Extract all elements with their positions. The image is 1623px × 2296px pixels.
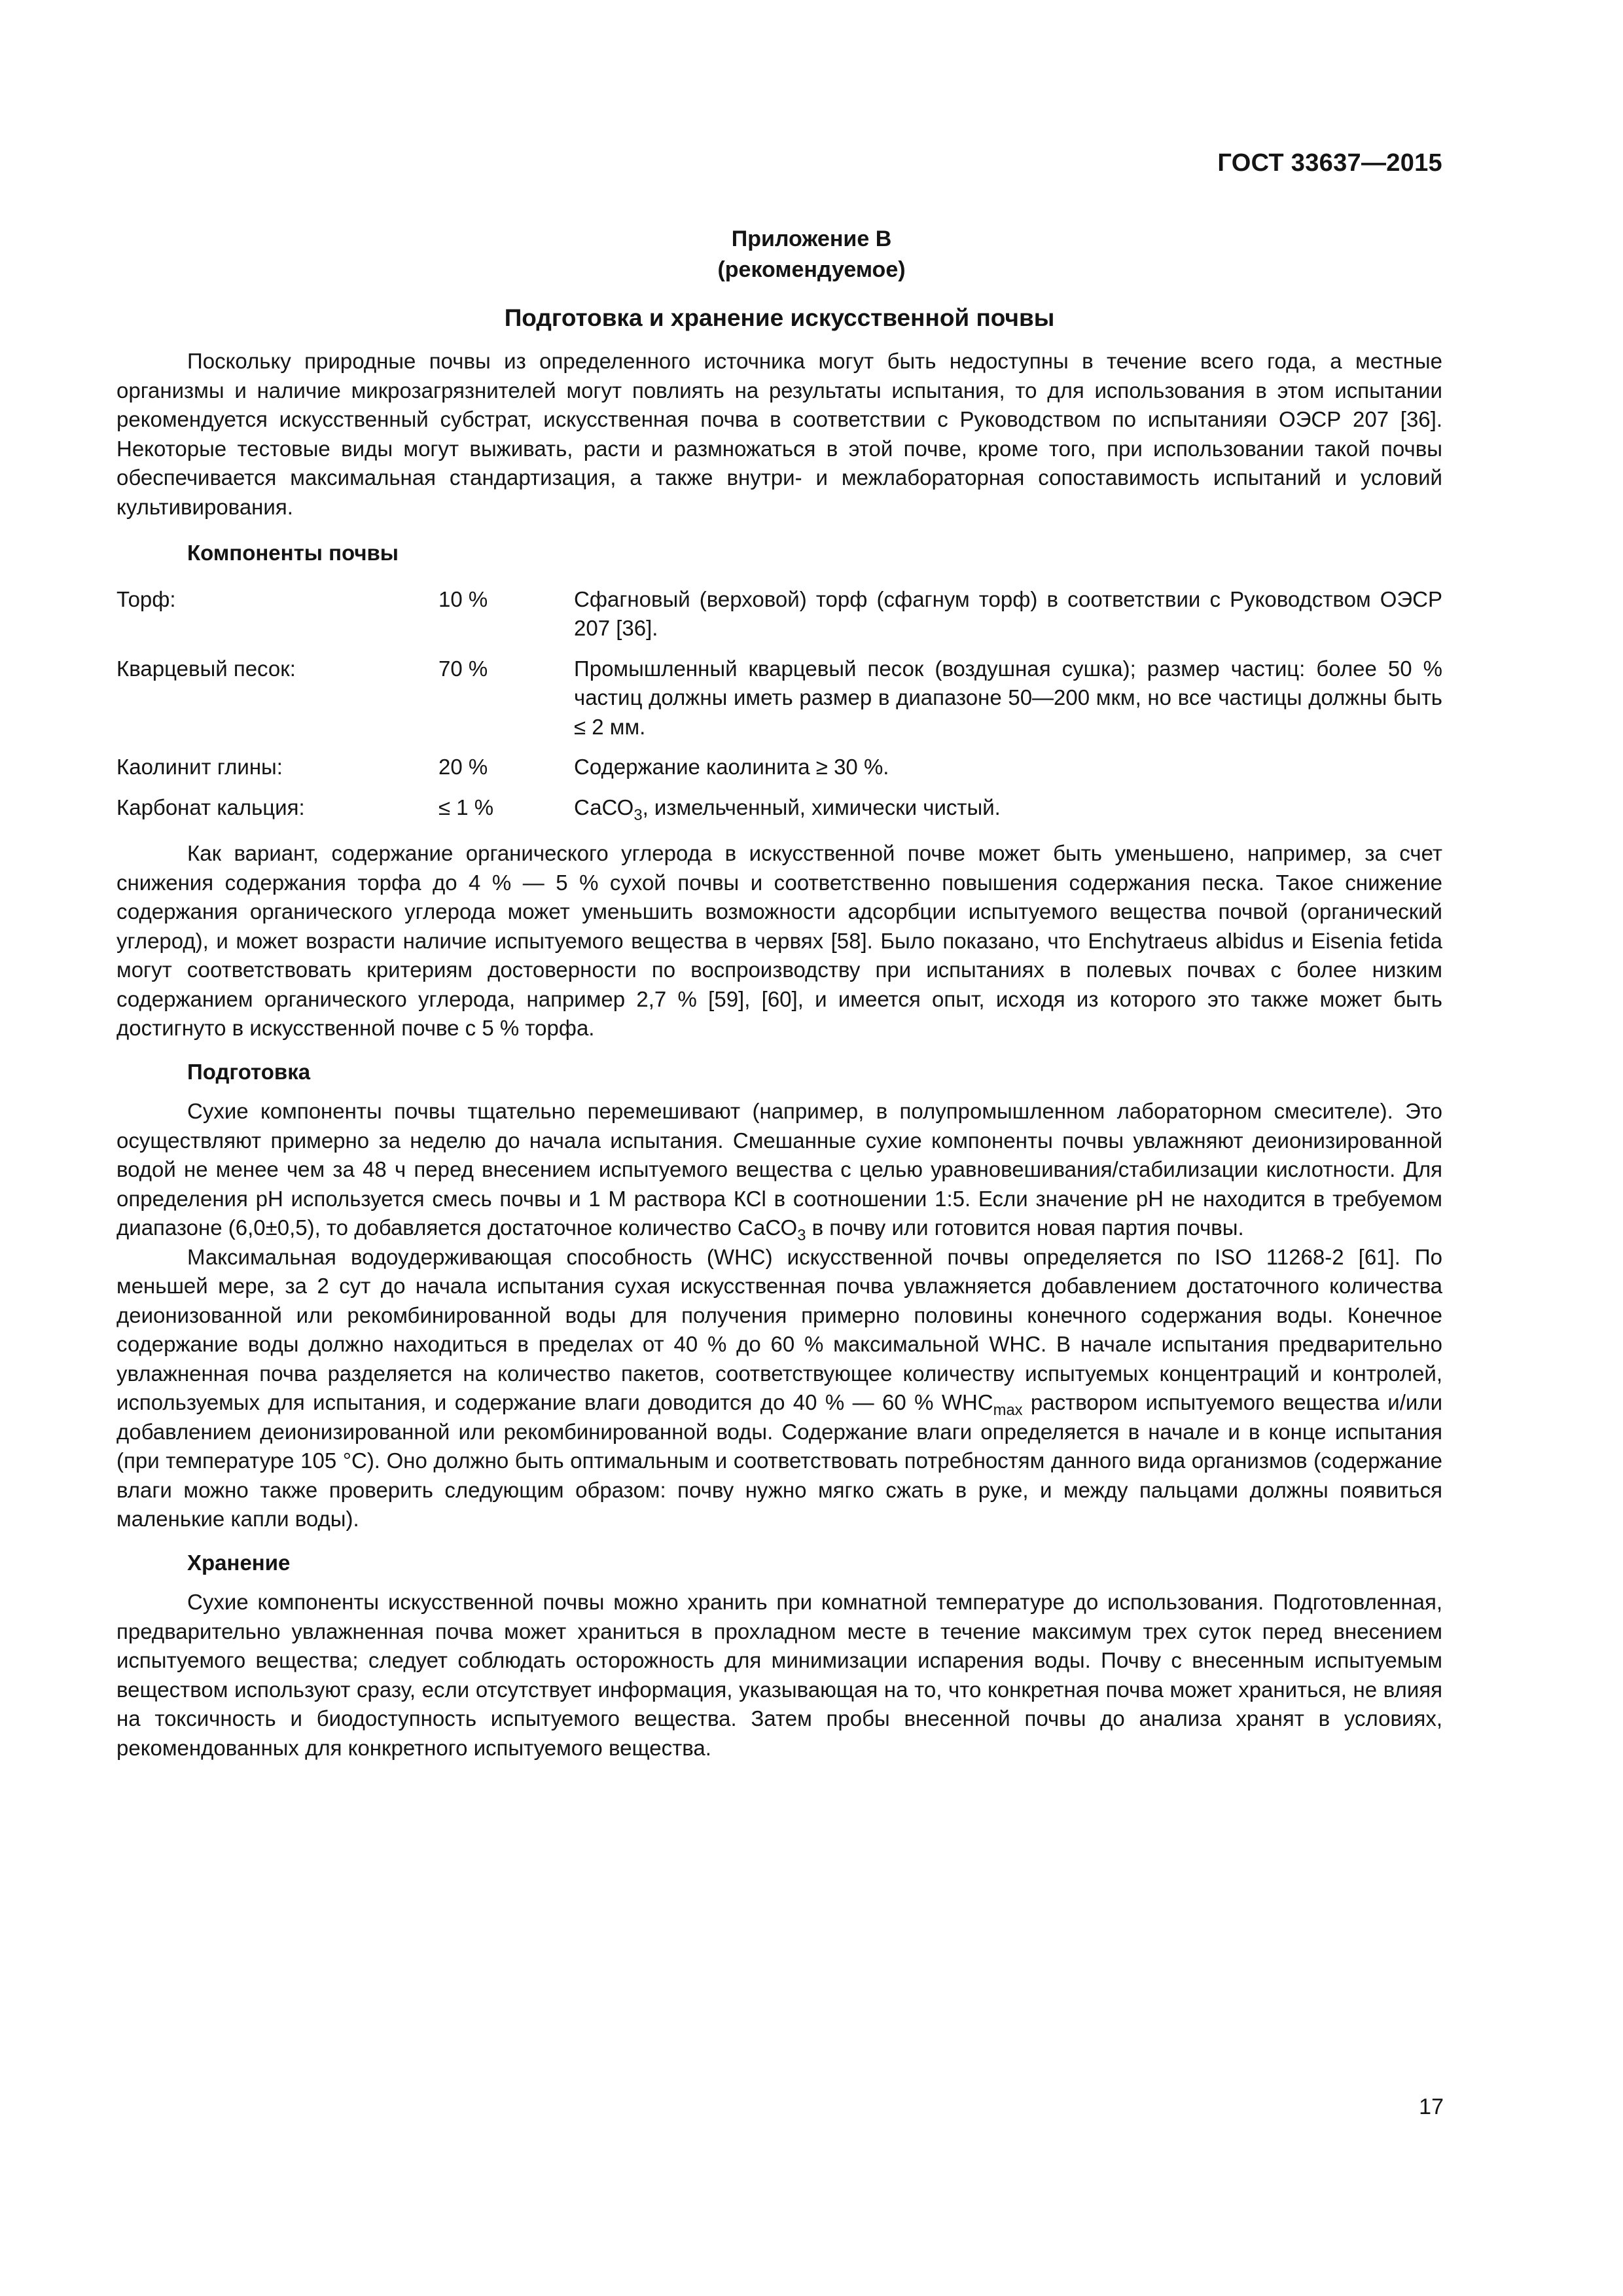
- preparation-paragraph-1: [116, 1097, 1442, 1243]
- storage-heading: Хранение: [187, 1550, 291, 1575]
- subscript: 3: [633, 806, 643, 824]
- section-title: Подготовка и хранение искусственной почвы: [504, 304, 1055, 331]
- subscript: max: [993, 1401, 1023, 1419]
- component-description: [574, 793, 1442, 823]
- component-name: Карбонат кальция:: [116, 795, 305, 819]
- component-percent: 20 %: [438, 755, 488, 779]
- description-text: СаСО: [574, 795, 634, 819]
- component-row: [116, 585, 1442, 643]
- component-percent: ≤ 1 %: [438, 795, 494, 819]
- component-name: Торф:: [116, 586, 176, 611]
- page-number: 17: [1419, 2094, 1444, 2119]
- paragraph-text: раствором испытуемого вещества и/или добавлением деионизированной или рекомбинированной воды. Содержание влаги определяется в начале и в конце испытания (при температуре 105 °С). Оно должно быть оптимальным и соответствовать потребностям данного вида организмов (содержание влаги можно также проверить следующим образом: почву нужно мягко сжать в руке, и между пальцами должны появиться маленькие капли воды).: [116, 1390, 1442, 1531]
- component-description: Промышленный кварцевый песок (воздушная сушка); размер частиц: более 50 % частиц должны иметь размер в диапазоне 50—200 мкм, но все частицы должны быть ≤ 2 мм.: [574, 656, 1442, 739]
- storage-paragraph: Сухие компоненты искусственной почвы можно хранить при комнатной температуре до использования. Подготовленная, предварительно увлажненная почва может храниться в прохладном месте в течение максимум трех суток перед внесением испытуемого вещества; следует соблюдать осторожность для минимизации испарения воды. Почву с внесенным испытуемым веществом используют сразу, если отсутствует информация, указывающая на то, что конкретная почва может храниться, не влияя на токсичность и биодоступность испытуемого вещества. Затем пробы внесенной почвы до анализа хранят в условиях, рекомендованных для конкретного испытуемого вещества.: [116, 1590, 1442, 1760]
- paragraph-text: Сухие компоненты почвы тщательно перемешивают (например, в полупромышленном лабораторном смесителе). Это осуществляют примерно за неделю до начала испытания. Смешанные сухие компоненты почвы увлажняют деионизированной водой не менее чем за 48 ч перед внесением испытуемого вещества с целью уравновешивания/стабилизации кислотности. Для определения рН используется смесь почвы и 1 М раствора КСl в соотношении 1:5. Если значение рН не находится в требуемом диапазоне (6,0±0,5), то добавляется достаточное количество СаСО: [116, 1099, 1442, 1240]
- appendix-label: Приложение В: [731, 226, 892, 251]
- component-percent: 10 %: [438, 586, 488, 611]
- component-description: Содержание каолинита ≥ 30 %.: [574, 755, 889, 779]
- components-table: [116, 585, 1442, 823]
- appendix-title: [0, 224, 1623, 285]
- appendix-status: (рекомендуемое): [717, 257, 906, 282]
- component-row: [116, 793, 1442, 823]
- variant-paragraph: Как вариант, содержание органического углерода в искусственной почве может быть уменьшено, например, за счет снижения содержания торфа до 4 % — 5 % сухой почвы и соответственно повышения содержания песка. Такое снижение содержания органического углерода может уменьшить возможности адсорбции испытуемого вещества почвой (органический углерод), и может возрасти наличие испытуемого вещества в червях [58]. Было показано, что Enchytraeus albidus и Eisenia fetida могут соответствовать критериям достоверности по воспроизводству при испытаниях в полевых почвах с более низким содержанием органического углерода, например 2,7 % [59], [60], и имеется опыт, исходя из которого это также может быть достигнуто в искусственной почве с 5 % торфа.: [116, 841, 1442, 1040]
- component-name: Кварцевый песок:: [116, 656, 296, 681]
- component-name: Каолинит глины:: [116, 755, 283, 779]
- preparation-heading: Подготовка: [187, 1059, 311, 1084]
- standard-code: ГОСТ 33637—2015: [1217, 149, 1442, 177]
- component-row: [116, 753, 1442, 782]
- subscript: 3: [797, 1227, 806, 1244]
- component-description: Сфагновый (верховой) торф (сфагнум торф) в соответствии с Руководством ОЭСР 207 [36].: [574, 586, 1442, 640]
- component-percent: 70 %: [438, 656, 488, 681]
- intro-paragraph: Поскольку природные почвы из определенного источника могут быть недоступны в течение всего года, а местные организмы и наличие микрозагрязнителей могут повлиять на результаты испытания, то для использования в этом испытании рекомендуется искусственный субстрат, искусственная почва в соответствии с Руководством по испытанияи ОЭСР 207 [36]. Некоторые тестовые виды могут выживать, расти и размножаться в этой почве, кроме того, при использовании такой почвы обеспечивается максимальная стандартизация, а также внутри- и межлабораторная сопоставимость испытаний и условий культивирования.: [116, 349, 1442, 519]
- component-row: [116, 655, 1442, 742]
- description-text: , измельченный, химически чистый.: [642, 795, 1001, 819]
- paragraph-text: в почву или готовится новая партия почвы.: [806, 1215, 1244, 1240]
- paragraph-text: Максимальная водоудерживающая способность (WHC) искусственной почвы определяется по ISO 11268-2 [61]. По меньшей мере, за 2 сут до начала испытания сухая искусственная почва увлажняется добавлением достаточного количества деионизованной или рекомбинированной воды для получения примерно половины конечного содержания воды. Конечное содержание воды должно находиться в пределах от 40 % до 60 % максимальной WHC. В начале испытания предварительно увлажненная почва разделяется на количество пакетов, соответствующее количеству испытуемых концентраций и контролей, используемых для испытания, и содержание влаги доводится до 40 % — 60 % WHC: [116, 1244, 1442, 1414]
- components-heading: Компоненты почвы: [187, 541, 399, 565]
- preparation-paragraph-2: [116, 1243, 1442, 1534]
- document-body: [116, 302, 1442, 1763]
